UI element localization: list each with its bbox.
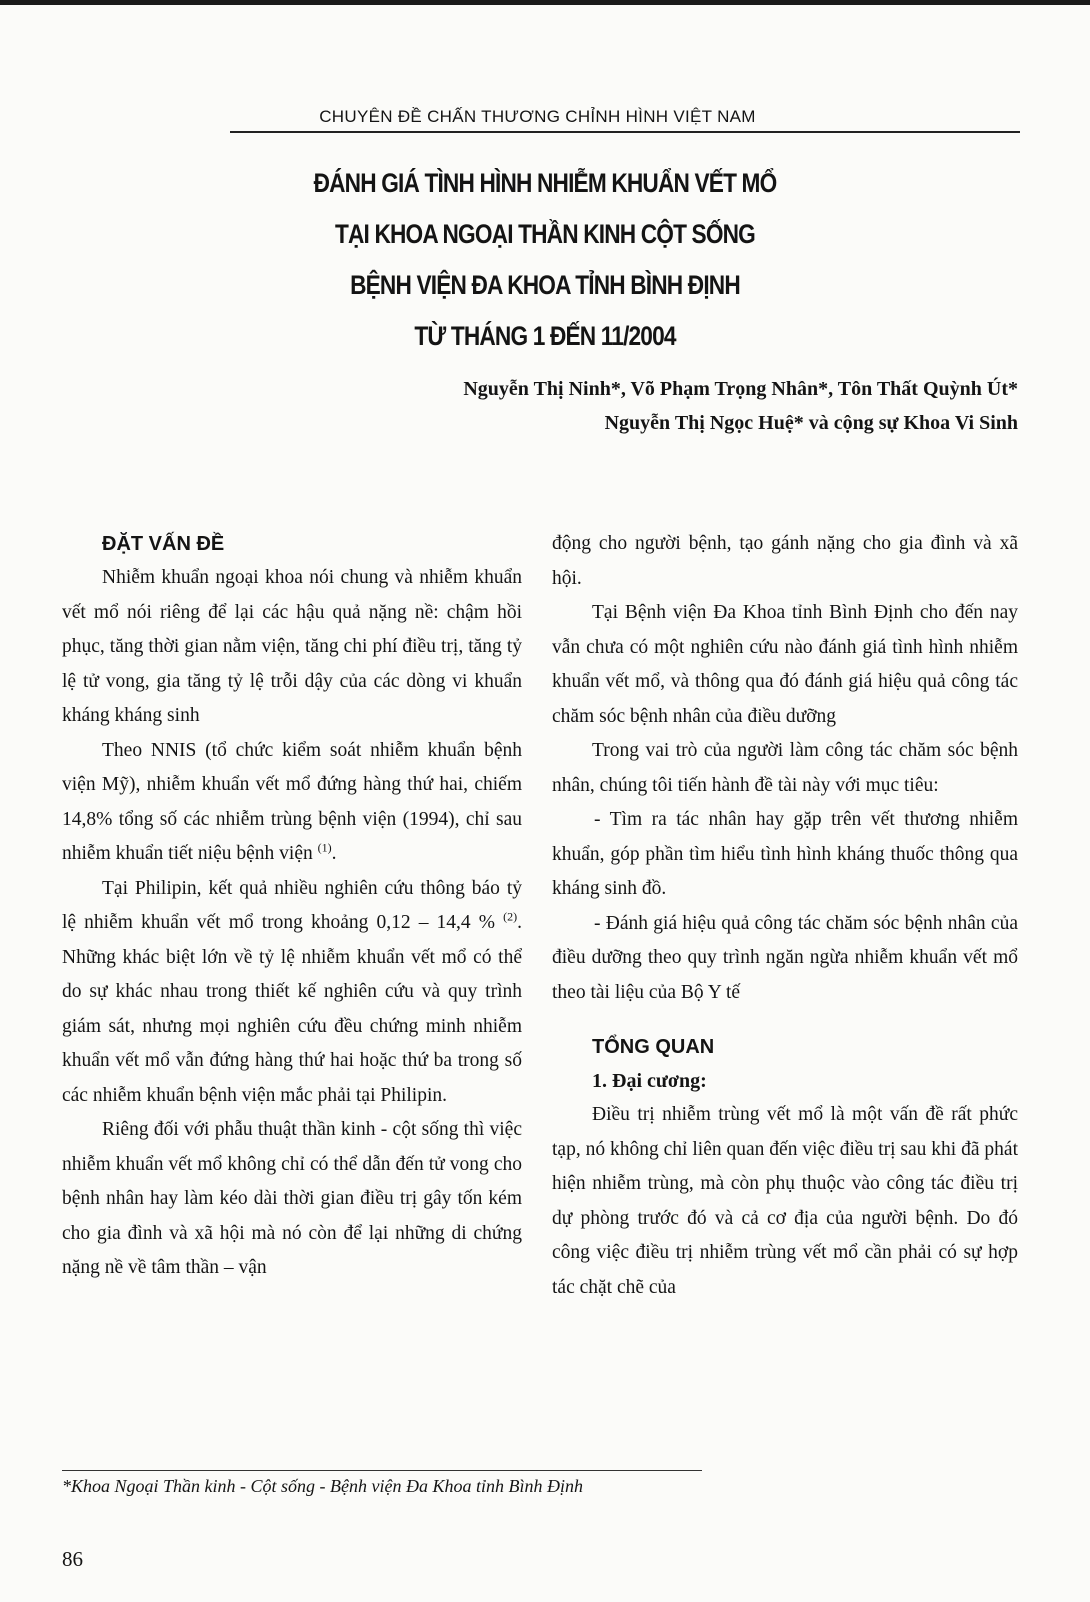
objective-item: - Đánh giá hiệu quả công tác chăm sóc bệnh nhân của điều dưỡng theo quy trình ngăn ngừa nhiễm khuẩn vết mổ theo tài liệu của Bộ Y tế bbox=[552, 912, 1018, 1003]
page-number: 86 bbox=[62, 1547, 83, 1571]
top-border-rule bbox=[0, 0, 1090, 5]
title-line-1: ĐÁNH GIÁ TÌNH HÌNH NHIỄM KHUẨN VẾT MỔ bbox=[313, 168, 777, 198]
section-heading-introduction: ĐẶT VẤN ĐỀ bbox=[102, 533, 225, 555]
left-column bbox=[62, 527, 522, 1286]
citation-ref: (2) bbox=[503, 909, 518, 924]
title-line-2: TẠI KHOA NGOẠI THẦN KINH CỘT SỐNG bbox=[335, 219, 755, 249]
right-column bbox=[552, 527, 1018, 1305]
paragraph-text: Tại Philipin, kết quả nhiều nghiên cứu thông báo tỷ lệ nhiễm khuẩn vết mổ trong khoảng 0,12 – 14,4 % bbox=[62, 877, 522, 933]
paragraph bbox=[62, 734, 522, 872]
author-list bbox=[463, 372, 1018, 440]
paragraph: Điều trị nhiễm trùng vết mổ là một vấn đề rất phức tạp, nó không chỉ liên quan đến việc điều trị sau khi đã phát hiện nhiễm trùng, mà còn phụ thuộc vào công tác điều trị dự phòng trước đó và cả cơ địa của người bệnh. Do đó công việc điều trị nhiễm trùng vết mổ cần phải có sự hợp tác chặt chẽ của bbox=[552, 1104, 1018, 1298]
title-line-4: TỪ THÁNG 1 ĐẾN 11/2004 bbox=[414, 321, 676, 351]
paragraph: Tại Bệnh viện Đa Khoa tỉnh Bình Định cho đến nay vẫn chưa có một nghiên cứu nào đánh giá tình hình nhiễm khuẩn vết mổ, và thông qua đó đánh giá hiệu quả công tác chăm sóc bệnh nhân của điều dưỡng bbox=[552, 602, 1018, 727]
footnote: *Khoa Ngoại Thần kinh - Cột sống - Bệnh viện Đa Khoa tỉnh Bình Định bbox=[62, 1476, 583, 1496]
paragraph-continued: động cho người bệnh, tạo gánh nặng cho gia đình và xã hội. bbox=[552, 533, 1018, 589]
citation-ref: (1) bbox=[317, 840, 332, 855]
paragraph: Nhiễm khuẩn ngoại khoa nói chung và nhiễm khuẩn vết mổ nói riêng để lại các hậu quả nặng nề: chậm hồi phục, tăng thời gian nằm viện, tăng chi phí điều trị, tăng tỷ lệ tử vong, gia tăng tỷ lệ trỗi dậy của các dòng vi khuẩn kháng kháng sinh bbox=[62, 567, 522, 726]
paragraph: Trong vai trò của người làm công tác chăm sóc bệnh nhân, chúng tôi tiến hành đề tài này với mục tiêu: bbox=[552, 740, 1018, 796]
paragraph-text: Theo NNIS (tổ chức kiểm soát nhiễm khuẩn bệnh viện Mỹ), nhiễm khuẩn vết mổ đứng hàng thứ hai, chiếm 14,8% tổng số các nhiễm trùng bệnh viện (1994), chỉ sau nhiễm khuẩn tiết niệu bệnh viện bbox=[62, 739, 522, 864]
paragraph: Riêng đối với phẫu thuật thần kinh - cột sống thì việc nhiễm khuẩn vết mổ không chỉ có thể dẫn đến tử vong cho bệnh nhân hay làm kéo dài thời gian điều trị gây tốn kém cho gia đình và xã hội mà nó còn để lại những di chứng nặng nề về tâm thần – vận bbox=[62, 1119, 522, 1278]
authors-line-2: Nguyễn Thị Ngọc Huệ* và cộng sự Khoa Vi Sinh bbox=[604, 412, 1018, 434]
title-line-3: BỆNH VIỆN ĐA KHOA TỈNH BÌNH ĐỊNH bbox=[350, 270, 740, 300]
footnote-rule bbox=[62, 1470, 702, 1471]
section-heading-overview: TỔNG QUAN bbox=[592, 1036, 715, 1058]
subsection-heading: 1. Đại cương: bbox=[592, 1070, 707, 1092]
authors-line-1: Nguyễn Thị Ninh*, Võ Phạm Trọng Nhân*, Tôn Thất Quỳnh Út* bbox=[463, 378, 1018, 400]
objective-item: - Tìm ra tác nhân hay gặp trên vết thương nhiễm khuẩn, góp phần tìm hiểu tình hình kháng thuốc thông qua kháng sinh đồ. bbox=[552, 809, 1018, 899]
paragraph-text: . bbox=[331, 843, 337, 864]
article-title bbox=[230, 158, 860, 362]
header-rule bbox=[230, 131, 1020, 133]
paragraph-text: . Những khác biệt lớn về tỷ lệ nhiễm khuẩn vết mổ có thể do sự khác nhau trong thiết kế nghiên cứu và quy trình giám sát, nhưng mọi nghiên cứu đều chứng minh nhiễm khuẩn vết mổ vẫn đứng hàng thứ hai hoặc thứ ba trong số các nhiễm khuẩn bệnh viện mắc phải tại Philipin. bbox=[62, 912, 522, 1106]
paragraph bbox=[62, 872, 522, 1114]
journal-header: CHUYÊN ĐỀ CHẤN THƯƠNG CHỈNH HÌNH VIỆT NAM bbox=[319, 107, 756, 126]
